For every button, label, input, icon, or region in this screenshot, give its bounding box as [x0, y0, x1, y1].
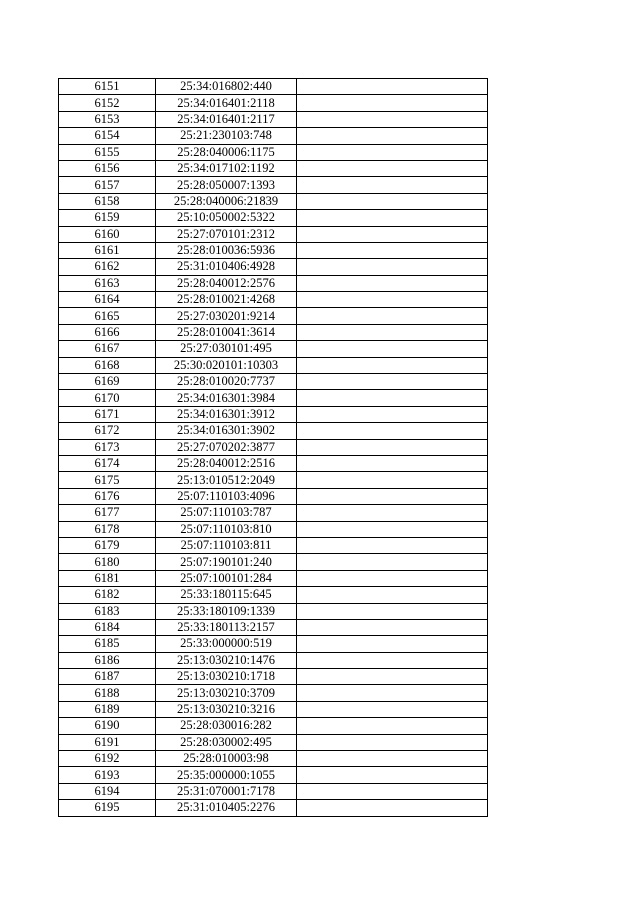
table-row: [59, 374, 488, 390]
row-number-cell: 6152: [59, 95, 156, 111]
row-number-cell: 6154: [59, 128, 156, 144]
table-row: [59, 95, 488, 111]
table-row: [59, 259, 488, 275]
empty-cell: [297, 619, 488, 635]
row-number-cell: 6175: [59, 472, 156, 488]
empty-cell: [297, 652, 488, 668]
empty-cell: [297, 537, 488, 553]
cadastral-number-cell: 25:21:230103:748: [156, 128, 297, 144]
row-number-cell: 6155: [59, 144, 156, 160]
table-row: [59, 455, 488, 471]
cadastral-number-cell: 25:34:017102:1192: [156, 160, 297, 176]
cadastral-number-cell: 25:07:110103:787: [156, 505, 297, 521]
table-row: [59, 292, 488, 308]
empty-cell: [297, 111, 488, 127]
cadastral-number-cell: 25:13:010512:2049: [156, 472, 297, 488]
row-number-cell: 6170: [59, 390, 156, 406]
empty-cell: [297, 734, 488, 750]
cadastral-number-cell: 25:34:016301:3984: [156, 390, 297, 406]
table-row: [59, 324, 488, 340]
table-row: [59, 177, 488, 193]
table-row: [59, 160, 488, 176]
table-row: [59, 111, 488, 127]
table-row: [59, 472, 488, 488]
empty-cell: [297, 144, 488, 160]
cadastral-number-cell: 25:28:010020:7737: [156, 374, 297, 390]
row-number-cell: 6180: [59, 554, 156, 570]
cadastral-number-cell: 25:34:016401:2118: [156, 95, 297, 111]
row-number-cell: 6184: [59, 619, 156, 635]
row-number-cell: 6151: [59, 79, 156, 95]
cadastral-number-cell: 25:28:010003:98: [156, 751, 297, 767]
row-number-cell: 6164: [59, 292, 156, 308]
table-row: [59, 603, 488, 619]
table-body: [59, 79, 488, 817]
empty-cell: [297, 505, 488, 521]
empty-cell: [297, 636, 488, 652]
row-number-cell: 6167: [59, 341, 156, 357]
table-row: [59, 619, 488, 635]
table-row: [59, 439, 488, 455]
cadastral-number-cell: 25:07:110103:810: [156, 521, 297, 537]
empty-cell: [297, 160, 488, 176]
row-number-cell: 6176: [59, 488, 156, 504]
row-number-cell: 6171: [59, 406, 156, 422]
table-row: [59, 242, 488, 258]
table-row: [59, 701, 488, 717]
cadastral-number-cell: 25:13:030210:3709: [156, 685, 297, 701]
row-number-cell: 6189: [59, 701, 156, 717]
row-number-cell: 6195: [59, 800, 156, 816]
table-row: [59, 521, 488, 537]
empty-cell: [297, 193, 488, 209]
table-row: [59, 275, 488, 291]
empty-cell: [297, 701, 488, 717]
row-number-cell: 6172: [59, 423, 156, 439]
table-row: [59, 505, 488, 521]
row-number-cell: 6153: [59, 111, 156, 127]
table-row: [59, 341, 488, 357]
cadastral-number-cell: 25:33:000000:519: [156, 636, 297, 652]
cadastral-number-cell: 25:28:040012:2576: [156, 275, 297, 291]
cadastral-number-cell: 25:28:050007:1393: [156, 177, 297, 193]
cadastral-number-cell: 25:30:020101:10303: [156, 357, 297, 373]
empty-cell: [297, 669, 488, 685]
table-row: [59, 210, 488, 226]
empty-cell: [297, 521, 488, 537]
empty-cell: [297, 685, 488, 701]
empty-cell: [297, 95, 488, 111]
table-row: [59, 554, 488, 570]
cadastral-number-cell: 25:27:030101:495: [156, 341, 297, 357]
table-row: [59, 423, 488, 439]
row-number-cell: 6190: [59, 718, 156, 734]
table-row: [59, 718, 488, 734]
empty-cell: [297, 767, 488, 783]
cadastral-number-cell: 25:31:070001:7178: [156, 783, 297, 799]
empty-cell: [297, 587, 488, 603]
row-number-cell: 6158: [59, 193, 156, 209]
cadastral-number-cell: 25:07:110103:811: [156, 537, 297, 553]
cadastral-number-cell: 25:34:016301:3902: [156, 423, 297, 439]
table-row: [59, 308, 488, 324]
empty-cell: [297, 751, 488, 767]
empty-cell: [297, 79, 488, 95]
empty-cell: [297, 783, 488, 799]
row-number-cell: 6183: [59, 603, 156, 619]
row-number-cell: 6157: [59, 177, 156, 193]
table-row: [59, 636, 488, 652]
row-number-cell: 6159: [59, 210, 156, 226]
row-number-cell: 6192: [59, 751, 156, 767]
table-row: [59, 669, 488, 685]
row-number-cell: 6168: [59, 357, 156, 373]
table-row: [59, 751, 488, 767]
empty-cell: [297, 554, 488, 570]
empty-cell: [297, 390, 488, 406]
empty-cell: [297, 439, 488, 455]
table-row: [59, 406, 488, 422]
table-row: [59, 488, 488, 504]
table-row: [59, 570, 488, 586]
row-number-cell: 6165: [59, 308, 156, 324]
empty-cell: [297, 472, 488, 488]
empty-cell: [297, 800, 488, 816]
cadastral-number-cell: 25:27:070101:2312: [156, 226, 297, 242]
row-number-cell: 6186: [59, 652, 156, 668]
cadastral-number-cell: 25:31:010405:2276: [156, 800, 297, 816]
row-number-cell: 6185: [59, 636, 156, 652]
table-row: [59, 79, 488, 95]
empty-cell: [297, 357, 488, 373]
cadastral-number-cell: 25:28:030016:282: [156, 718, 297, 734]
cadastral-number-cell: 25:28:040006:21839: [156, 193, 297, 209]
cadastral-number-cell: 25:28:010036:5936: [156, 242, 297, 258]
table-row: [59, 390, 488, 406]
table-row: [59, 193, 488, 209]
row-number-cell: 6187: [59, 669, 156, 685]
empty-cell: [297, 603, 488, 619]
cadastral-number-cell: 25:07:100101:284: [156, 570, 297, 586]
empty-cell: [297, 455, 488, 471]
cadastral-number-table: [58, 78, 488, 817]
table-row: [59, 734, 488, 750]
empty-cell: [297, 406, 488, 422]
cadastral-number-cell: 25:13:030210:3216: [156, 701, 297, 717]
cadastral-number-cell: 25:33:180109:1339: [156, 603, 297, 619]
empty-cell: [297, 177, 488, 193]
cadastral-number-cell: 25:07:190101:240: [156, 554, 297, 570]
cadastral-number-cell: 25:27:070202:3877: [156, 439, 297, 455]
empty-cell: [297, 423, 488, 439]
row-number-cell: 6162: [59, 259, 156, 275]
row-number-cell: 6191: [59, 734, 156, 750]
empty-cell: [297, 374, 488, 390]
empty-cell: [297, 718, 488, 734]
table-row: [59, 144, 488, 160]
table-row: [59, 537, 488, 553]
cadastral-number-cell: 25:28:040012:2516: [156, 455, 297, 471]
row-number-cell: 6177: [59, 505, 156, 521]
cadastral-number-cell: 25:13:030210:1718: [156, 669, 297, 685]
row-number-cell: 6174: [59, 455, 156, 471]
empty-cell: [297, 308, 488, 324]
empty-cell: [297, 226, 488, 242]
row-number-cell: 6161: [59, 242, 156, 258]
table-row: [59, 685, 488, 701]
table-row: [59, 652, 488, 668]
row-number-cell: 6156: [59, 160, 156, 176]
table-row: [59, 357, 488, 373]
cadastral-number-cell: 25:13:030210:1476: [156, 652, 297, 668]
cadastral-number-cell: 25:34:016301:3912: [156, 406, 297, 422]
row-number-cell: 6163: [59, 275, 156, 291]
empty-cell: [297, 275, 488, 291]
cadastral-number-cell: 25:35:000000:1055: [156, 767, 297, 783]
empty-cell: [297, 488, 488, 504]
empty-cell: [297, 210, 488, 226]
table-row: [59, 128, 488, 144]
cadastral-number-cell: 25:10:050002:5322: [156, 210, 297, 226]
cadastral-number-cell: 25:28:030002:495: [156, 734, 297, 750]
row-number-cell: 6173: [59, 439, 156, 455]
cadastral-number-cell: 25:28:010041:3614: [156, 324, 297, 340]
cadastral-number-cell: 25:33:180115:645: [156, 587, 297, 603]
table-row: [59, 783, 488, 799]
cadastral-number-cell: 25:34:016802:440: [156, 79, 297, 95]
table-row: [59, 800, 488, 816]
table-row: [59, 767, 488, 783]
cadastral-number-cell: 25:31:010406:4928: [156, 259, 297, 275]
row-number-cell: 6179: [59, 537, 156, 553]
cadastral-number-cell: 25:07:110103:4096: [156, 488, 297, 504]
row-number-cell: 6182: [59, 587, 156, 603]
cadastral-number-cell: 25:33:180113:2157: [156, 619, 297, 635]
empty-cell: [297, 259, 488, 275]
cadastral-number-cell: 25:27:030201:9214: [156, 308, 297, 324]
empty-cell: [297, 128, 488, 144]
empty-cell: [297, 341, 488, 357]
row-number-cell: 6194: [59, 783, 156, 799]
empty-cell: [297, 242, 488, 258]
cadastral-number-cell: 25:28:010021:4268: [156, 292, 297, 308]
cadastral-number-cell: 25:34:016401:2117: [156, 111, 297, 127]
table-row: [59, 226, 488, 242]
row-number-cell: 6178: [59, 521, 156, 537]
empty-cell: [297, 324, 488, 340]
row-number-cell: 6181: [59, 570, 156, 586]
row-number-cell: 6193: [59, 767, 156, 783]
row-number-cell: 6188: [59, 685, 156, 701]
row-number-cell: 6160: [59, 226, 156, 242]
table-row: [59, 587, 488, 603]
row-number-cell: 6166: [59, 324, 156, 340]
row-number-cell: 6169: [59, 374, 156, 390]
cadastral-number-cell: 25:28:040006:1175: [156, 144, 297, 160]
empty-cell: [297, 292, 488, 308]
empty-cell: [297, 570, 488, 586]
